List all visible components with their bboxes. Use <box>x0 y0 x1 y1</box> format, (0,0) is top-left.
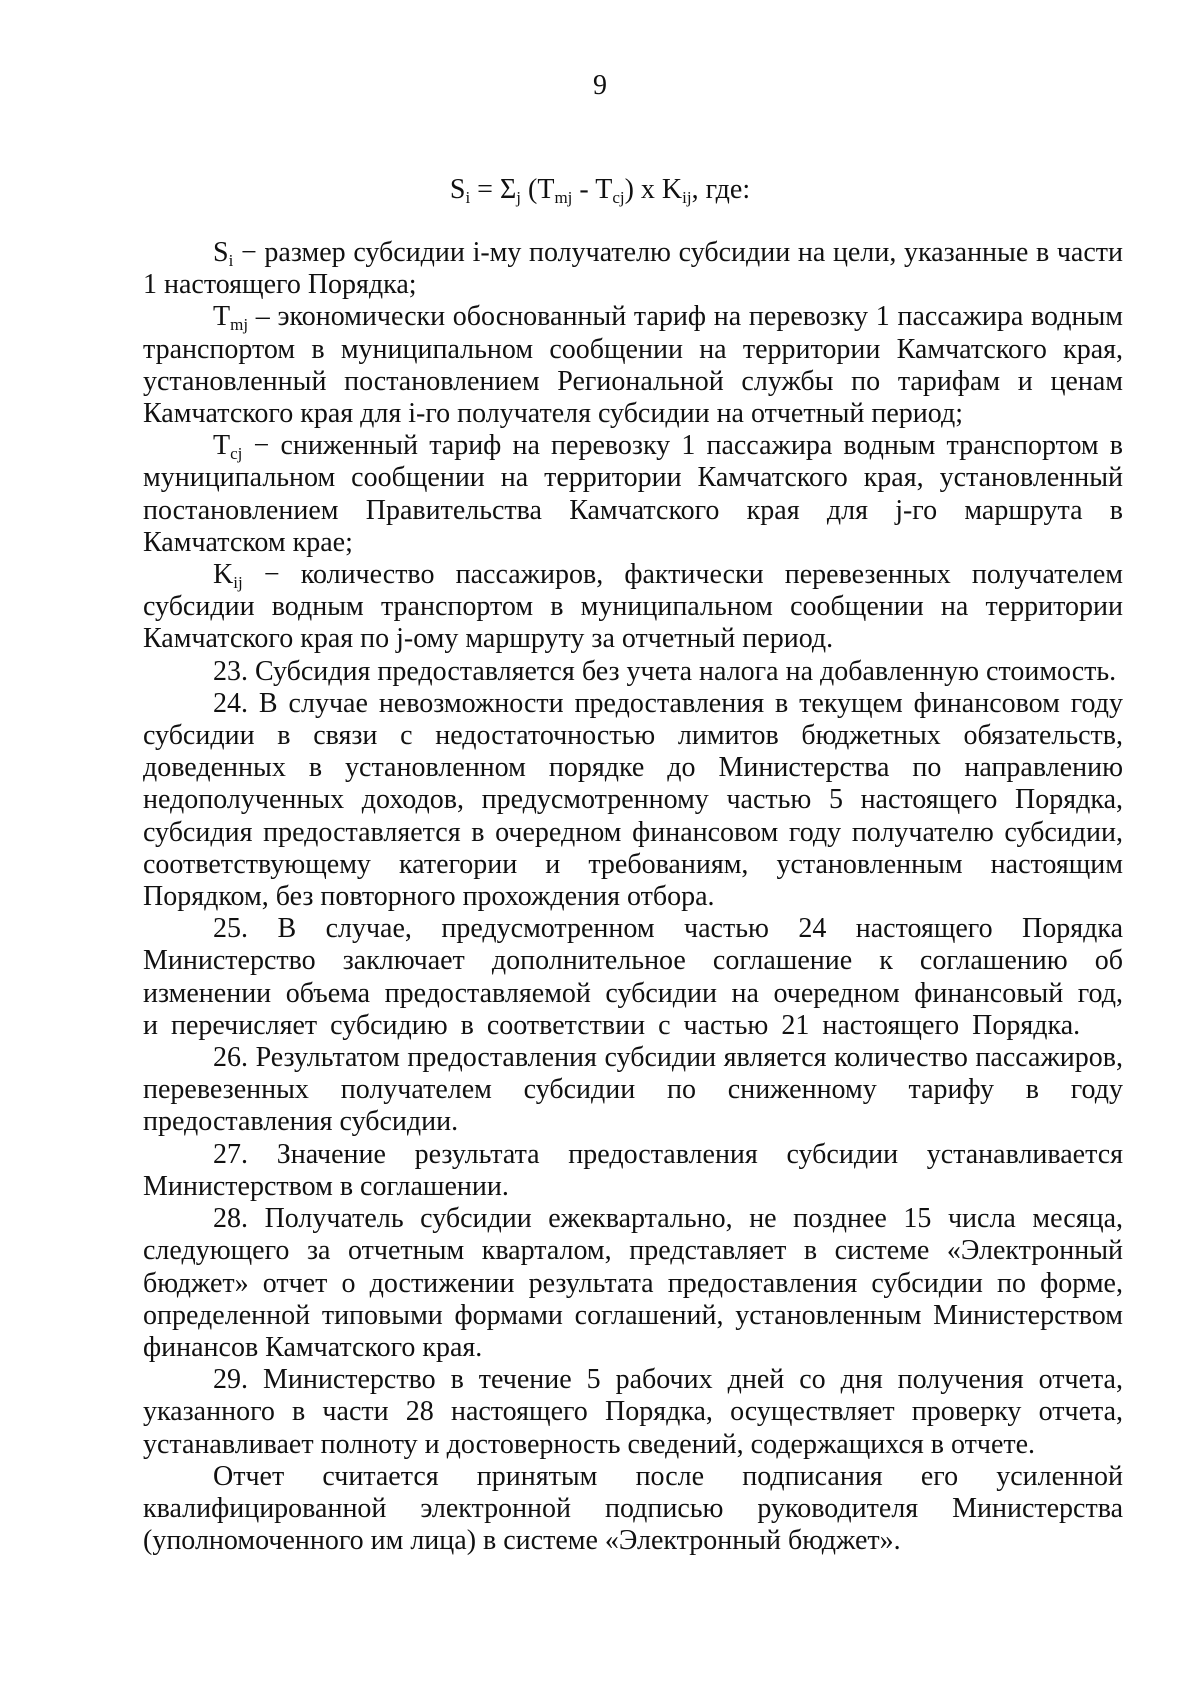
paragraph-28: 28. Получатель субсидии ежеквартально, не позднее 15 числа месяца, следующего за отчетным кварталом, представляет в системе «Электронный бюджет» отчет о достижении результата предоставления субсидии по форме, определенной типовыми формами соглашений, установленным Министерством финансов Камчатского края. <box>143 1203 1123 1363</box>
formula-sum-subscript: j <box>516 188 521 207</box>
definition-tc-symbol: T <box>213 430 231 462</box>
definition-s-symbol: S <box>213 237 229 268</box>
definition-k <box>143 559 1123 656</box>
paragraph-29: 29. Министерство в течение 5 рабочих дней со дня получения отчета, указанного в части 28 настоящего Порядка, осуществляет проверку отчета, устанавливает полноту и достоверность сведений, содержащихся в отчете. <box>143 1364 1123 1460</box>
definition-tm-symbol: T <box>213 301 231 333</box>
formula-s: S <box>449 174 466 205</box>
formula-tail: , где: <box>691 174 751 205</box>
formula-open-paren: (T <box>521 174 555 205</box>
paragraph-26: 26. Результатом предоставления субсидии является количество пассажиров, перевезенных получателем субсидии по сниженному тарифу в году предоставления субсидии. <box>143 1042 1123 1138</box>
formula-close-paren: ) x K <box>624 174 683 205</box>
definition-tm-text: – экономически обоснованный тариф на перевозку 1 пассажира водным транспортом в муниципальном сообщении на территории Камчатского края, установленный постановлением Региональной службы по тарифам и ценам Камчатского края для i-го получателя субсидии на отчетный период; <box>143 301 1123 430</box>
definition-k-subscript: ij <box>233 573 243 593</box>
formula-tc-subscript: cj <box>612 188 625 207</box>
formula-s-subscript: i <box>465 188 471 207</box>
paragraph-24: 24. В случае невозможности предоставления в текущем финансовом году субсидии в связи с недостаточностью лимитов бюджетных обязательств, доведенных в установленном порядке до Министерства по направлению недополученных доходов, предусмотренному частью 5 настоящего Порядка, субсидия предоставляется в очередном финансовом году получателю субсидии, соответствующему категории и требованиям, установленным настоящим Порядком, без повторного прохождения отбора. <box>143 687 1123 913</box>
definition-tc-subscript: cj <box>230 444 243 464</box>
formula-k-subscript: ij <box>682 188 692 207</box>
page-number: 9 <box>593 70 607 101</box>
document-body <box>143 237 1123 1557</box>
formula-equals-sum: = Σ <box>470 174 517 205</box>
paragraph-29-report-acceptance: Отчет считается принятым после подписания его усиленной квалифицированной электронной подписью руководителя Министерства (уполномоченного им лица) в системе «Электронный бюджет». <box>143 1460 1123 1557</box>
definition-s <box>143 237 1123 301</box>
formula-minus: - T <box>572 174 613 205</box>
definition-s-subscript: i <box>228 251 234 270</box>
paragraph-27: 27. Значение результата предоставления субсидии устанавливается Министерством в соглашении. <box>143 1138 1123 1202</box>
definition-tc <box>143 430 1123 559</box>
paragraph-25: 25. В случае, предусмотренном частью 24 настоящего Порядка Министерство заключает дополнительное соглашение к соглашению об изменении объема предоставляемой субсидии на очередном финансовый год, и перечисляет субсидию в соответствии с частью 21 настоящего Порядка. <box>143 913 1123 1041</box>
definition-tm <box>143 301 1123 430</box>
definition-k-text: − количество пассажиров, фактически перевезенных получателем субсидии водным транспортом в муниципальном сообщении на территории Камчатского края по j-ому маршруту за отчетный период. <box>143 559 1123 655</box>
definition-tc-text: − сниженный тариф на перевозку 1 пассажира водным транспортом в муниципальном сообщении на территории Камчатского края, установленный постановлением Правительства Камчатского края для j-го маршрута в Камчатском крае; <box>143 430 1123 558</box>
paragraph-23: 23. Субсидия предоставляется без учета налога на добавленную стоимость. <box>213 655 1117 687</box>
definition-k-symbol: K <box>213 559 234 591</box>
formula-tm-subscript: mj <box>554 188 573 207</box>
definition-s-text: − размер субсидии i-му получателю субсидии на цели, указанные в части 1 настоящего Порядка; <box>143 237 1123 301</box>
definition-tm-subscript: mj <box>230 315 249 335</box>
subsidy-formula <box>0 173 1200 207</box>
